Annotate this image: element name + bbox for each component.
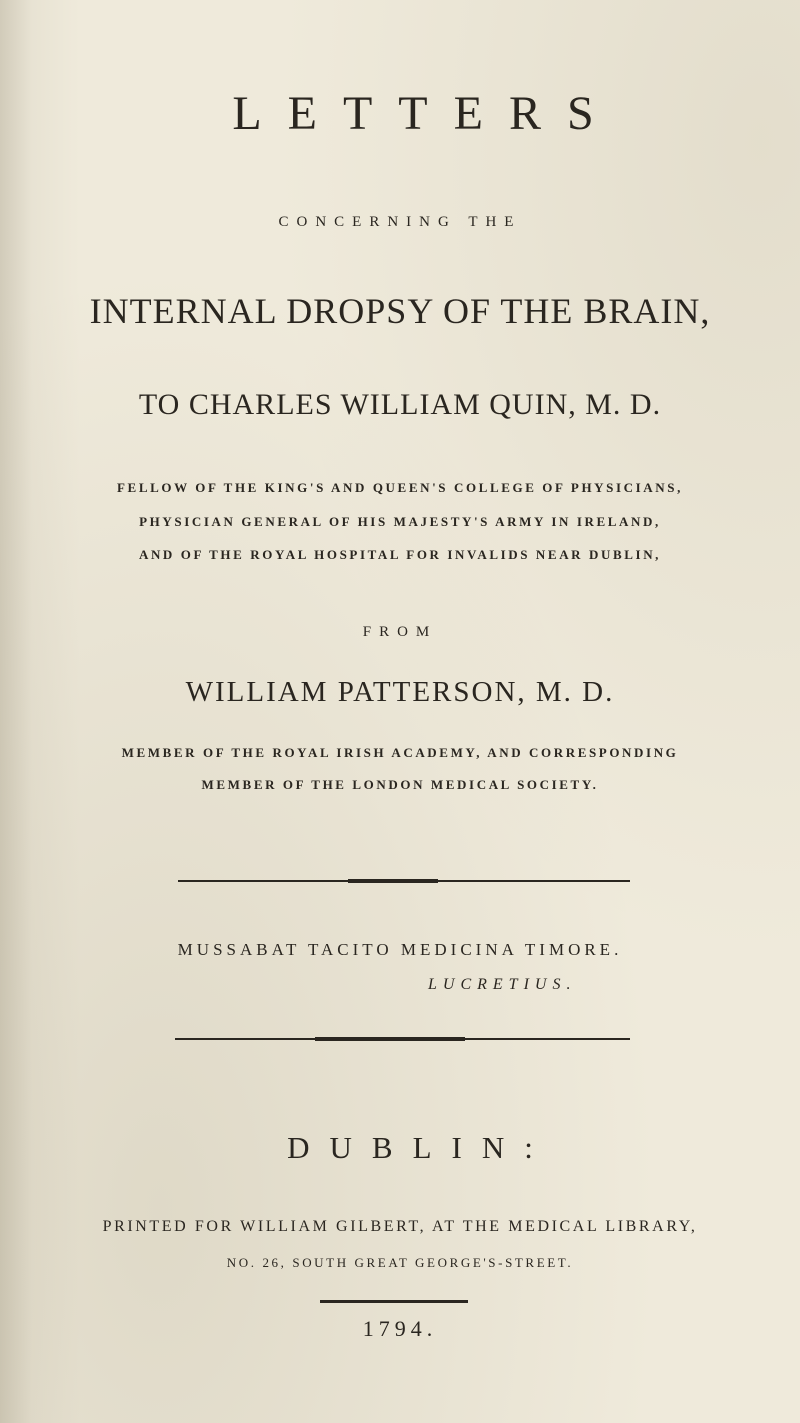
author-title-2: MEMBER OF THE LONDON MEDICAL SOCIETY. [201, 777, 599, 792]
main-title: LETTERS [232, 87, 620, 140]
author-title-1: MEMBER OF THE ROYAL IRISH ACADEMY, AND CORRESPONDING [121, 745, 679, 760]
from-label: FROM [362, 624, 438, 640]
divider-rule-bottom [320, 1300, 468, 1303]
imprint-place: DUBLIN: [287, 1130, 553, 1165]
divider-rule-top [178, 880, 630, 882]
epigraph-source: LUCRETIUS. [428, 976, 577, 993]
imprint-address: NO. 26, SOUTH GREAT GEORGE'S-STREET. [226, 1255, 574, 1270]
imprint-year: 1794. [362, 1316, 438, 1341]
addressee-line: TO CHARLES WILLIAM QUIN, M. D. [138, 388, 662, 421]
addressee-title-1: FELLOW OF THE KING'S AND QUEEN'S COLLEGE OF PHYSICIANS, [117, 480, 683, 495]
author-name: WILLIAM PATTERSON, M. D. [185, 676, 615, 708]
imprint-printer: PRINTED FOR WILLIAM GILBERT, AT THE MEDICAL LIBRARY, [102, 1218, 698, 1235]
subject-title: INTERNAL DROPSY OF THE BRAIN, [89, 291, 711, 331]
epigraph: MUSSABAT TACITO MEDICINA TIMORE. [177, 940, 623, 959]
concerning-line: CONCERNING THE [278, 214, 522, 230]
addressee-title-3: AND OF THE ROYAL HOSPITAL FOR INVALIDS NEAR DUBLIN, [138, 547, 662, 562]
divider-rule-middle [175, 1038, 630, 1040]
addressee-title-2: PHYSICIAN GENERAL OF HIS MAJESTY'S ARMY IN IRELAND, [139, 514, 661, 529]
